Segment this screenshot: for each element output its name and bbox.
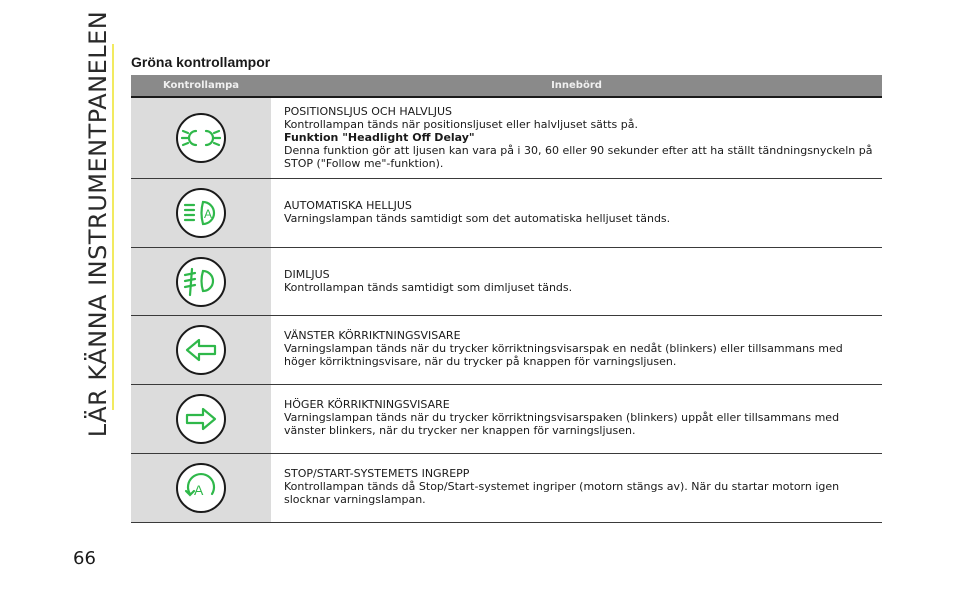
- meaning-cell: [271, 179, 882, 247]
- right-turn-signal-icon: [176, 394, 226, 444]
- icon-cell: [131, 179, 271, 247]
- indicator-description: Varningslampan tänds när du trycker körriktningsvisarspaken (blinkers) uppåt eller tillsammans med vänster blinkers, när du trycker ner knappen för varningsljusen.: [284, 411, 840, 437]
- meaning-cell: [271, 454, 882, 522]
- icon-cell: [131, 385, 271, 453]
- indicator-title: HÖGER KÖRRIKTNINGSVISARE: [284, 398, 450, 411]
- svg-text:A: A: [204, 207, 213, 221]
- table-row: [131, 316, 882, 385]
- indicator-subtitle: Funktion "Headlight Off Delay": [284, 131, 475, 144]
- table-header: [131, 75, 882, 96]
- section-title: Gröna kontrollampor: [131, 54, 271, 70]
- meaning-cell: [271, 98, 882, 178]
- icon-cell: [131, 454, 271, 522]
- chapter-title: [68, 10, 128, 438]
- indicator-description-extra: Denna funktion gör att ljusen kan vara på i 30, 60 eller 90 sekunder efter att ha ställt tändningsnyckeln på STOP ("Follow me"-funktion).: [284, 144, 873, 170]
- meaning-cell: [271, 385, 882, 453]
- svg-text:A: A: [194, 482, 204, 498]
- header-col-indicator: Kontrollampa: [162, 80, 240, 91]
- icon-cell: [131, 316, 271, 384]
- indicator-description: Kontrollampan tänds när positionsljuset eller halvljuset sätts på.: [284, 118, 638, 131]
- stop-start-icon: [176, 463, 226, 513]
- indicator-table: [131, 75, 882, 523]
- chapter-title-text: LÄR KÄNNA INSTRUMENTPANELEN: [84, 10, 112, 438]
- indicator-description: Kontrollampan tänds då Stop/Start-systemet ingriper (motorn stängs av). När du startar motorn igen slocknar varningslampan.: [284, 480, 840, 506]
- indicator-description: Kontrollampan tänds samtidigt som dimljuset tänds.: [284, 281, 573, 294]
- icon-cell: [131, 248, 271, 315]
- page-number: 66: [73, 548, 96, 569]
- indicator-description: Varningslampan tänds när du trycker körriktningsvisarspak en nedåt (blinkers) eller tillsammans med höger körriktningsvisare, när du trycker på knappen för varningsljusen.: [284, 342, 843, 368]
- auto-high-beam-icon: [176, 188, 226, 238]
- indicator-title: AUTOMATISKA HELLJUS: [284, 199, 412, 212]
- table-row: [131, 179, 882, 248]
- meaning-cell: [271, 248, 882, 315]
- table-row: [131, 98, 882, 179]
- left-turn-signal-icon: [176, 325, 226, 375]
- indicator-title: DIMLJUS: [284, 268, 330, 281]
- table-row: [131, 248, 882, 316]
- table-row: [131, 385, 882, 454]
- indicator-title: POSITIONSLJUS OCH HALVLJUS: [284, 105, 453, 118]
- table-row: [131, 454, 882, 523]
- fog-light-icon: [176, 257, 226, 307]
- indicator-title: STOP/START-SYSTEMETS INGREPP: [284, 467, 470, 480]
- icon-cell: [131, 98, 271, 178]
- chapter-rule: [112, 44, 114, 410]
- indicator-description: Varningslampan tänds samtidigt som det automatiska helljuset tänds.: [284, 212, 671, 225]
- meaning-cell: [271, 316, 882, 384]
- header-col-meaning: Innebörd: [551, 80, 602, 91]
- headlight-position-icon: [176, 113, 226, 163]
- indicator-title: VÄNSTER KÖRRIKTNINGSVISARE: [284, 329, 461, 342]
